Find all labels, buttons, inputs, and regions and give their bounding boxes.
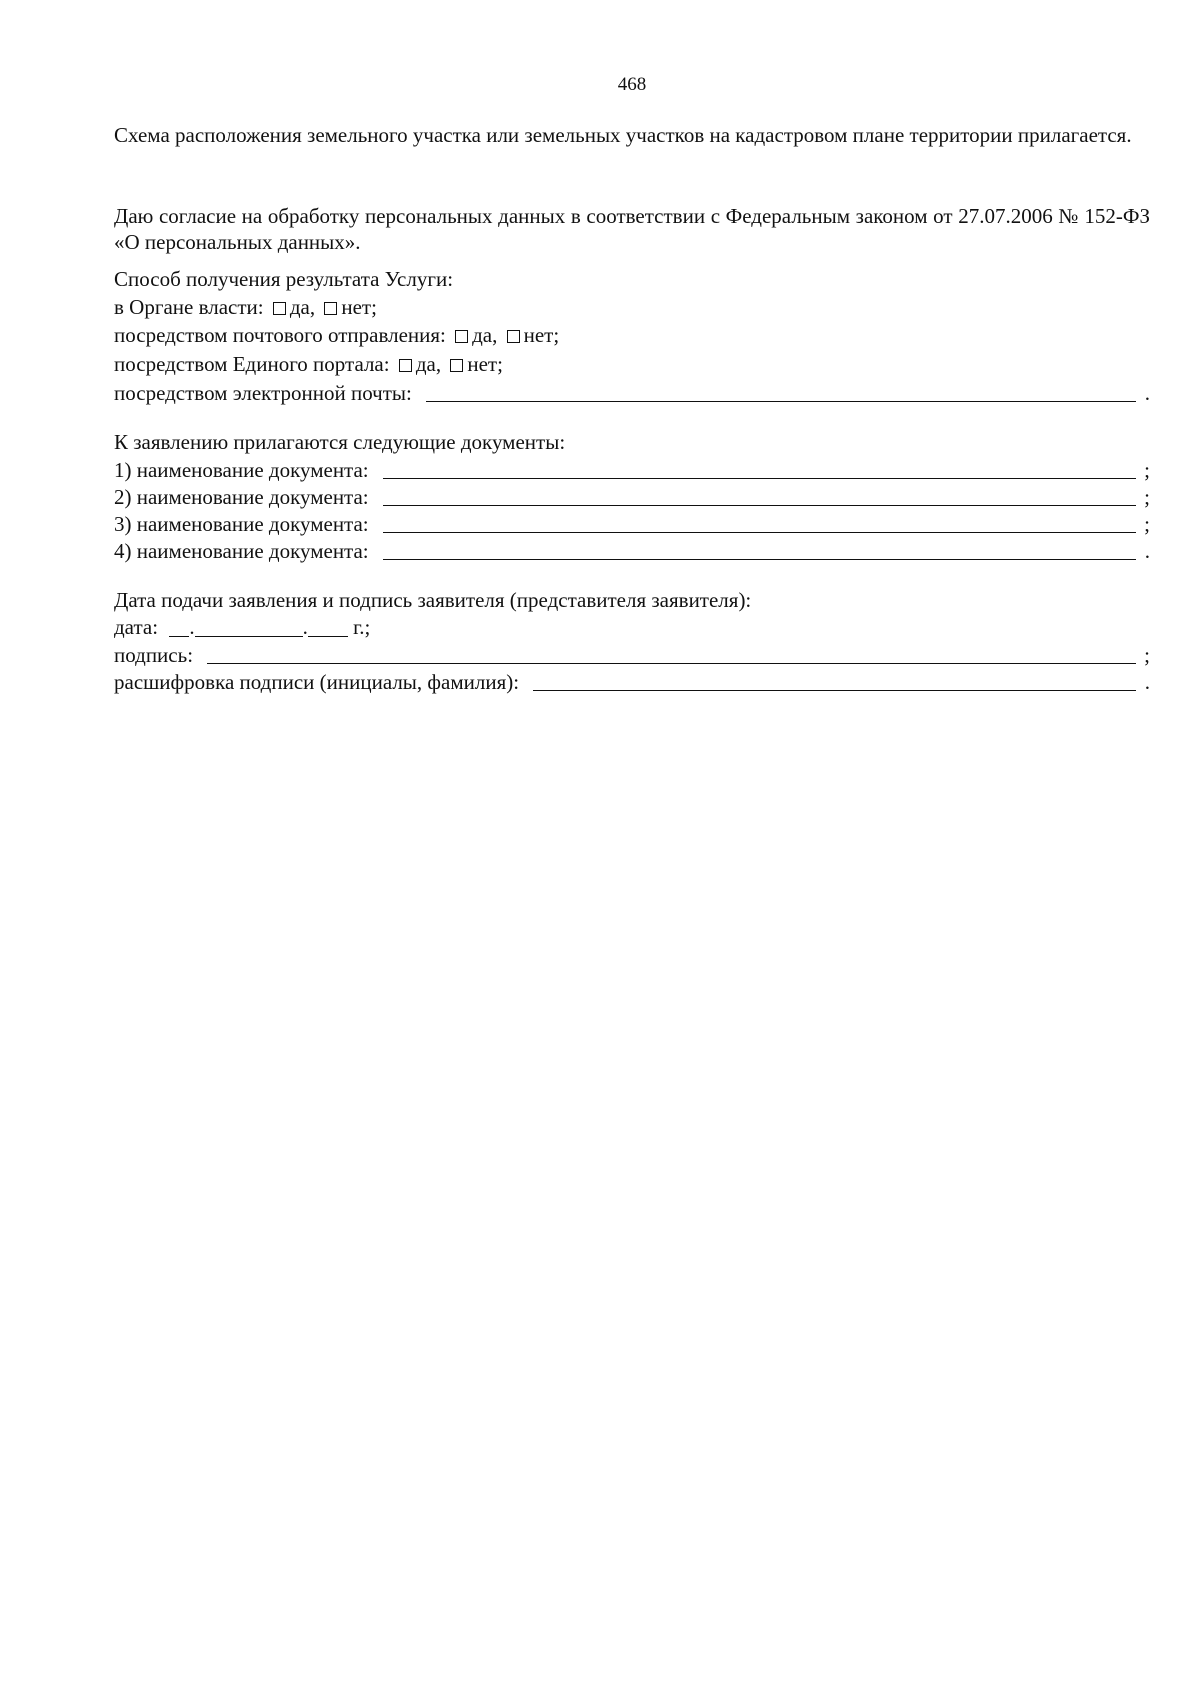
checkbox-yes-authority[interactable] xyxy=(273,302,286,315)
document-label: 4) наименование документа: xyxy=(114,539,369,563)
checkbox-no-authority[interactable] xyxy=(324,302,337,315)
option-no-label: нет; xyxy=(341,295,377,319)
email-label: посредством электронной почты: xyxy=(114,381,412,405)
date-label: дата: xyxy=(114,615,159,639)
document-end: ; xyxy=(1144,512,1150,536)
consent-paragraph: Даю согласие на обработку персональных данных в соответствии с Федеральным законом от 27.07.2006 № 152-ФЗ «О персональных данных». xyxy=(114,204,1150,254)
document-row-1 xyxy=(114,456,1150,483)
method-option-label: в Органе власти: xyxy=(114,295,264,319)
email-end: . xyxy=(1144,381,1150,405)
document-name-field-4[interactable] xyxy=(383,539,1136,560)
signature-decode-row xyxy=(114,668,1150,695)
method-option-label: посредством почтового отправления: xyxy=(114,323,446,347)
scheme-paragraph: Схема расположения земельного участка или земельных участков на кадастровом плане территории прилагается. xyxy=(114,123,1132,147)
checkbox-no-portal[interactable] xyxy=(450,359,463,372)
date-year-field[interactable] xyxy=(308,618,348,637)
document-end: ; xyxy=(1144,458,1150,482)
signature-end: ; xyxy=(1144,643,1150,667)
option-yes-label: да, xyxy=(415,352,442,376)
date-separator: . xyxy=(189,615,195,639)
signature-decode-label: расшифровка подписи (инициалы, фамилия): xyxy=(114,670,520,694)
signature-decode-end: . xyxy=(1144,670,1150,694)
email-row xyxy=(114,379,1150,406)
document-end: . xyxy=(1144,539,1150,563)
option-no-label: нет; xyxy=(523,323,560,347)
option-yes-label: да, xyxy=(289,295,316,319)
documents-heading: К заявлению прилагаются следующие документы: xyxy=(114,430,566,454)
method-option-authority xyxy=(114,294,1150,320)
email-field[interactable] xyxy=(426,381,1136,402)
document-label: 3) наименование документа: xyxy=(114,512,369,536)
method-option-post xyxy=(114,322,1150,348)
option-yes-label: да, xyxy=(472,323,498,347)
signature-decode-field[interactable] xyxy=(533,670,1136,691)
checkbox-yes-post[interactable] xyxy=(455,330,468,343)
document-name-field-1[interactable] xyxy=(383,458,1136,479)
date-day-field[interactable] xyxy=(169,618,189,637)
signature-row xyxy=(114,641,1150,668)
date-separator: . xyxy=(302,615,308,639)
document-row-2 xyxy=(114,483,1150,510)
page-number: 468 xyxy=(617,74,647,95)
document-name-field-2[interactable] xyxy=(383,485,1136,506)
document-row-3 xyxy=(114,510,1150,537)
method-option-label: посредством Единого портала: xyxy=(114,352,390,376)
date-row xyxy=(114,614,1150,640)
date-month-field[interactable] xyxy=(195,618,303,637)
method-heading: Способ получения результата Услуги: xyxy=(114,267,454,291)
document-name-field-3[interactable] xyxy=(383,512,1136,533)
signature-heading: Дата подачи заявления и подпись заявителя (представителя заявителя): xyxy=(114,588,752,612)
option-no-label: нет; xyxy=(467,352,503,376)
checkbox-yes-portal[interactable] xyxy=(399,359,412,372)
method-option-portal xyxy=(114,351,1150,377)
document-end: ; xyxy=(1144,485,1150,509)
date-suffix: г.; xyxy=(353,615,371,639)
signature-field[interactable] xyxy=(207,643,1136,664)
checkbox-no-post[interactable] xyxy=(507,330,520,343)
document-label: 2) наименование документа: xyxy=(114,485,369,509)
signature-label: подпись: xyxy=(114,643,194,667)
document-label: 1) наименование документа: xyxy=(114,458,369,482)
document-row-4 xyxy=(114,537,1150,564)
